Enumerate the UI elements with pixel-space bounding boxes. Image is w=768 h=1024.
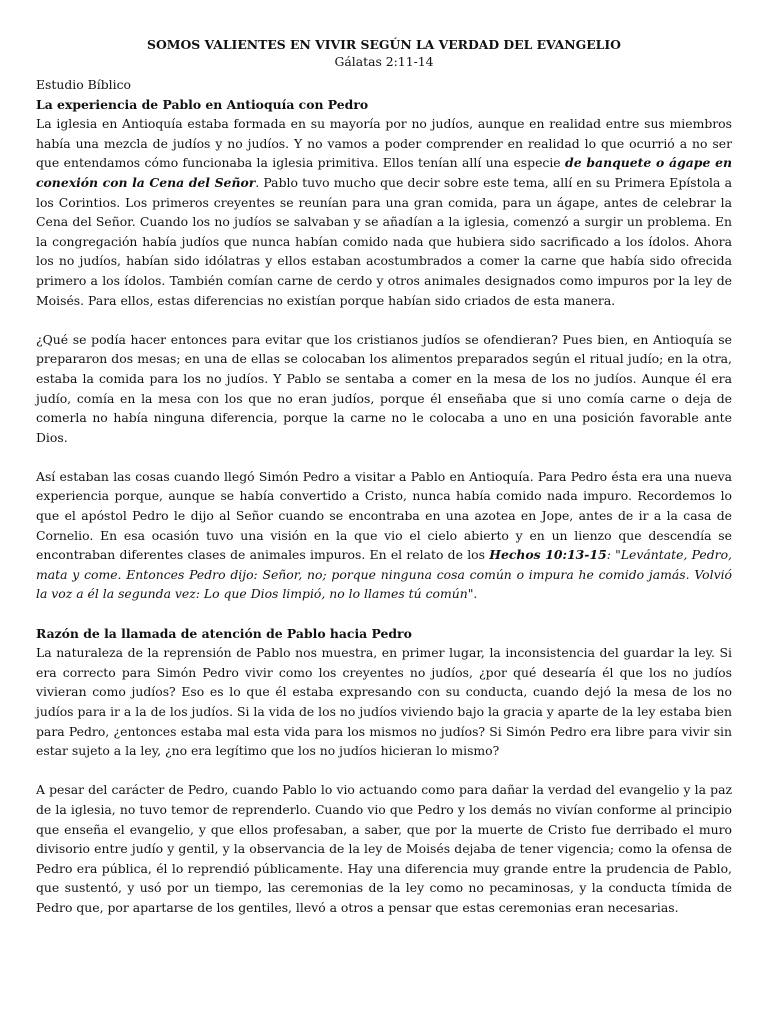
paragraph-text: Así estaban las cosas cuando llegó Simón Pedro a visitar a Pablo en Antioquía. Para Pedro ésta era una nueva experiencia porque, aunque se había convertido a Cristo, nunca había comido nada impuro. Recordemos lo que el apóstol Pedro le dijo al Señor cuando se encontraba en una azotea en Jope, antes de ir a la casa de Cornelio. En esa ocasión tuvo una visión en la que vio el cielo abierto y en un lienzo que descendía se encontraban diferentes clases de animales impuros. En el relato de los [36, 468, 732, 563]
paragraph: La naturaleza de la reprensión de Pablo nos muestra, en primer lugar, la inconsistencia del guardar la ley. Si era correcto para Simón Pedro vivir como los creyentes no judíos, ¿por qué desearía él que los no judíos vivieran como judíos? Eso es lo que él estaba expresando con su conducta, cuando dejó la mesa de los no judíos para ir a la de los judíos. Si la vida de los no judíos viviendo bajo la gracia y aparte de la ley estaba bien para Pedro, ¿entonces estaba mal esta vida para los mismos no judíos? Si Simón Pedro era libre para vivir sin estar sujeto a la ley, ¿no era legítimo que los no judíos hicieran lo mismo? [36, 645, 732, 759]
study-label: Estudio Bíblico [36, 77, 131, 92]
paragraph [36, 467, 732, 604]
emphasis-text: de banquete o ágape en conexión con la Cena del Señor [36, 155, 732, 190]
paragraph-text: . Pablo tuvo mucho que decir sobre este tema, allí en su Primera Epístola a los Corintios. Los primeros creyentes se reunían para una gran comida, para un ágape, antes de celebrar la Cena del Señor. Cuando los no judíos se salvaban y se añadían a la iglesia, comenzó a surgir un problema. En la congregación había judíos que nunca habían comido nada que hubiera sido sacrificado a los ídolos. Ahora los no judíos, habían sido idólatras y ellos estaban acostumbrados a comer la carne que había sido ofrecida primero a los ídolos. También comían carne de cerdo y otros animales designados como impuros por la ley de Moisés. Para ellos, estas diferencias no existían porque habían sido criados de esta manera. [36, 174, 732, 308]
scripture-reference: Gálatas 2:11-14 [334, 54, 434, 69]
scripture-citation: Hechos 10:13-15 [489, 547, 607, 563]
paragraph: A pesar del carácter de Pedro, cuando Pablo lo vio actuando como para dañar la verdad del evangelio y la paz de la iglesia, no tuvo temor de reprenderlo. Cuando vio que Pedro y los demás no vivían conforme al principio que enseña el evangelio, y que ellos profesaban, a saber, que por la muerte de Cristo fue derribado el muro divisorio entre judío y gentil, y la observancia de la ley de Moisés dejaba de tener vigencia; como la ofensa de Pedro era pública, él lo reprendió públicamente. Hay una diferencia muy grande entre la prudencia de Pablo, que sustentó, y usó por un tiempo, las ceremonias de la ley como no pecaminosas, y la conducta tímida de Pedro que, por apartarse de los gentiles, llevó a otros a pensar que estas ceremonias eran necesarias. [36, 782, 732, 915]
scripture-quote: : "Levántate, Pedro, mata y come. Entonces Pedro dijo: Señor, no; porque ninguna cosa común o impura he comido jamás. Volvió la voz a él la segunda vez: Lo que Dios limpió, no lo llames tú común". [36, 547, 732, 602]
document-title: SOMOS VALIENTES EN VIVIR SEGÚN LA VERDAD DEL EVANGELIO [147, 37, 621, 52]
section-heading-razon: Razón de la llamada de atención de Pablo hacia Pedro [36, 625, 412, 641]
paragraph [36, 114, 732, 310]
section-heading-antioquia: La experiencia de Pablo en Antioquía con Pedro [36, 96, 369, 112]
paragraph: ¿Qué se podía hacer entonces para evitar que los cristianos judíos se ofendieran? Pues bien, en Antioquía se prepararon dos mesas; en una de ellas se colocaban los alimentos preparados según el ritual judío; en la otra, estaba la comida para los no judíos. Y Pablo se sentaba a comer en la mesa de los no judíos. Aunque él era judío, comía en la mesa con los que no eran judíos, porque él enseñaba que si uno comía carne o deja de comerla no había ninguna diferencia, porque la carne no le colocaba a uno en una posición favorable ante Dios. [36, 331, 732, 445]
paragraph-text: La iglesia en Antioquía estaba formada en su mayoría por no judíos, aunque en realidad entre sus miembros había una mezcla de judíos y no judíos. Y no vamos a poder comprender en realidad lo que ocurrió a no ser que entendamos cómo funcionaba la iglesia primitiva. Ellos tenían allí una especie [36, 116, 732, 171]
